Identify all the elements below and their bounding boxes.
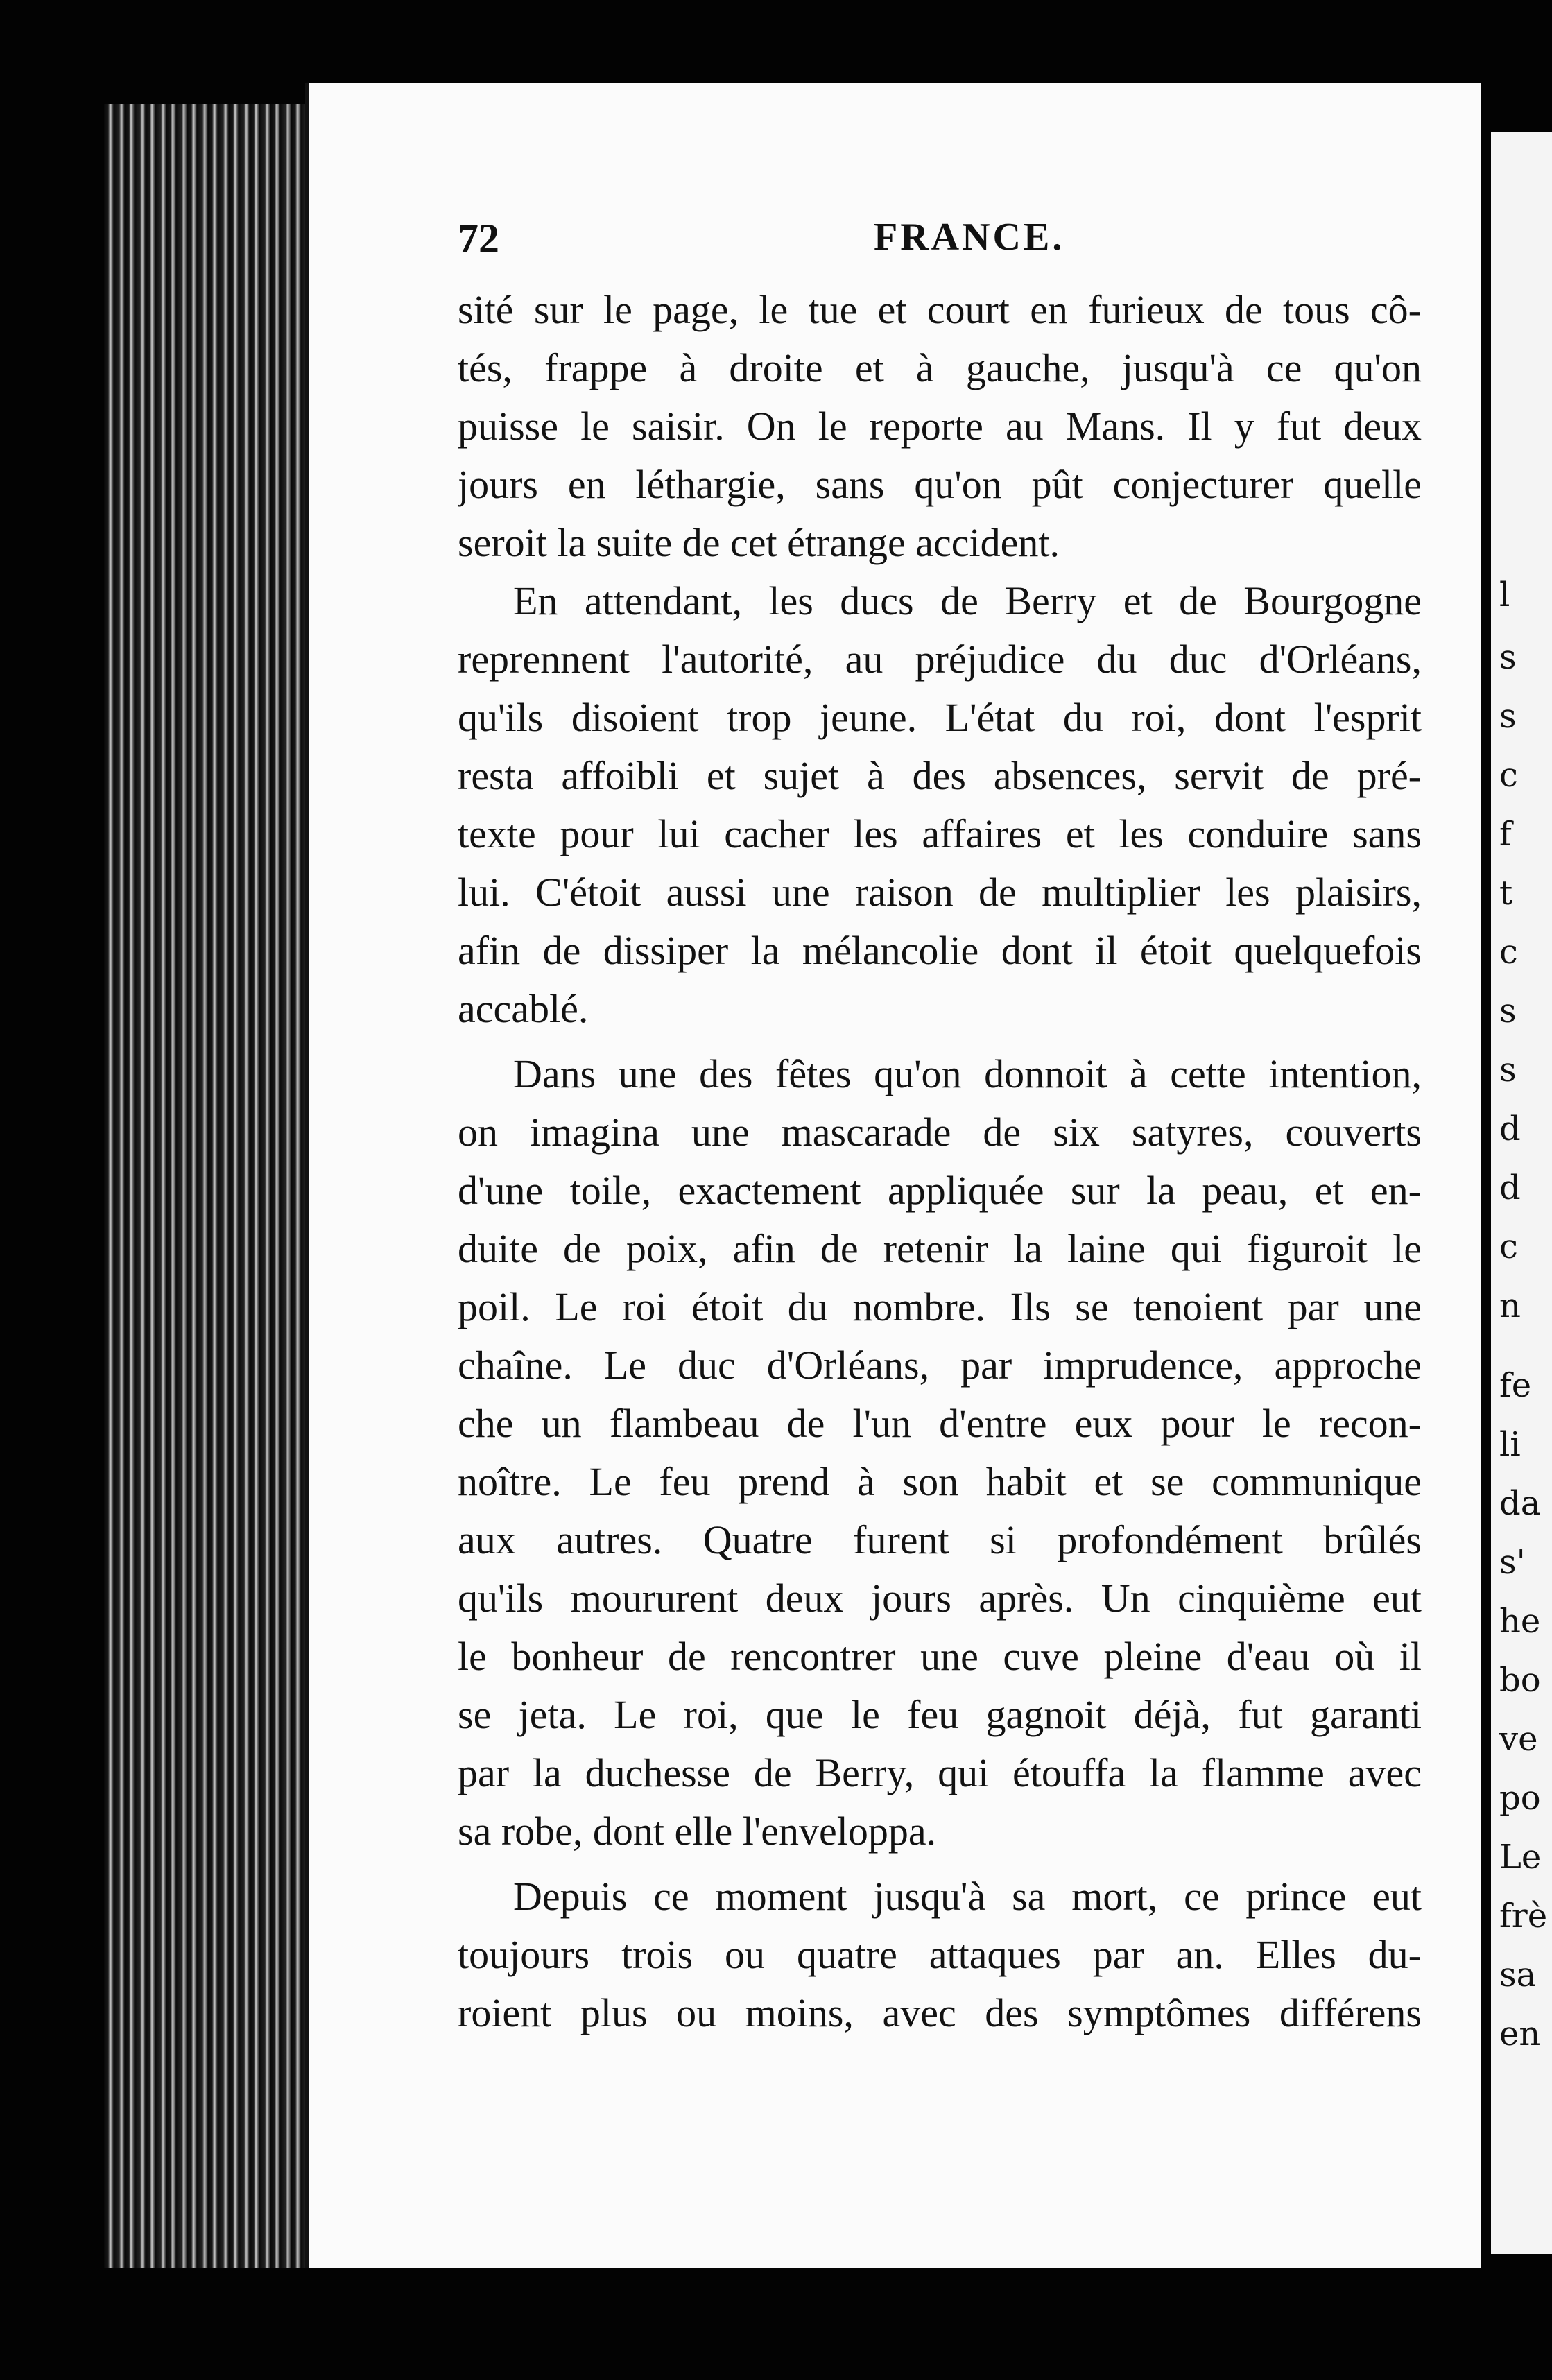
facing-fragment: d	[1499, 1169, 1521, 1207]
text-line: tés, frappe à droite et à gauche, jusqu'à ce qu'on	[458, 345, 1422, 390]
facing-fragment: c	[1499, 933, 1518, 972]
facing-fragment: d	[1499, 1110, 1521, 1148]
text-line: se jeta. Le roi, que le feu gagnoit déjà, fut garanti	[458, 1692, 1422, 1737]
text-line: seroit la suite de cet étrange accident.	[458, 520, 1060, 565]
text-line: sité sur le page, le tue et court en furieux de tous cô-	[458, 287, 1422, 332]
text-line: aux autres. Quatre furent si profondément brûlés	[458, 1517, 1422, 1562]
facing-fragment: po	[1499, 1779, 1541, 1818]
facing-fragment: sa	[1499, 1956, 1537, 1994]
facing-fragment: n	[1499, 1286, 1521, 1325]
facing-fragment: en	[1499, 2015, 1541, 2053]
facing-fragment: s	[1499, 697, 1517, 736]
facing-fragment: da	[1499, 1484, 1541, 1523]
text-line: par la duchesse de Berry, qui étouffa la flamme avec	[458, 1750, 1422, 1795]
page-header	[458, 215, 1422, 270]
text-line: afin de dissiper la mélancolie dont il étoit quelquefois	[458, 928, 1422, 973]
text-line: roient plus ou moins, avec des symptômes différens	[458, 1990, 1422, 2035]
text-line: toujours trois ou quatre attaques par an. Elles du-	[458, 1932, 1422, 1977]
facing-fragment: l	[1499, 576, 1510, 614]
text-line: che un flambeau de l'un d'entre eux pour le recon-	[458, 1401, 1422, 1446]
page-number: 72	[458, 216, 499, 261]
running-head: FRANCE.	[874, 216, 1065, 259]
text-line: qu'ils disoient trop jeune. L'état du roi, dont l'esprit	[458, 695, 1422, 740]
facing-page-strip	[1491, 132, 1552, 2254]
text-line: sa robe, dont elle l'enveloppa.	[458, 1809, 937, 1854]
facing-fragment: frè	[1499, 1897, 1548, 1935]
text-line: le bonheur de rencontrer une cuve pleine d'eau où il	[458, 1634, 1422, 1679]
text-line: lui. C'étoit aussi une raison de multiplier les plaisirs,	[458, 870, 1422, 915]
text-line: reprennent l'autorité, au préjudice du duc d'Orléans,	[458, 637, 1422, 682]
text-line: texte pour lui cacher les affaires et les conduire sans	[458, 811, 1422, 856]
text-line: En attendant, les ducs de Berry et de Bourgogne	[513, 578, 1422, 623]
facing-fragment: Le	[1499, 1838, 1542, 1877]
text-line: poil. Le roi étoit du nombre. Ils se tenoient par une	[458, 1284, 1422, 1329]
text-line: duite de poix, afin de retenir la laine qui figuroit le	[458, 1226, 1422, 1271]
text-line: resta affoibli et sujet à des absences, servit de pré-	[458, 753, 1422, 798]
facing-fragment: c	[1499, 756, 1518, 795]
text-line: noître. Le feu prend à son habit et se communique	[458, 1459, 1422, 1504]
facing-fragment: fe	[1499, 1366, 1532, 1405]
text-line: on imagina une mascarade de six satyres, couverts	[458, 1110, 1422, 1155]
text-line: accablé.	[458, 986, 589, 1031]
facing-fragment: bo	[1499, 1661, 1541, 1700]
text-line: chaîne. Le duc d'Orléans, par imprudence, approche	[458, 1343, 1422, 1388]
facing-fragment: he	[1499, 1602, 1541, 1641]
facing-fragment: s	[1499, 1051, 1517, 1089]
page-body	[458, 281, 1422, 2042]
facing-fragment: f	[1499, 815, 1512, 854]
facing-fragment: t	[1499, 874, 1513, 913]
text-line: puisse le saisir. On le reporte au Mans. Il y fut deux	[458, 404, 1422, 449]
facing-fragment: ve	[1499, 1720, 1538, 1759]
facing-fragment: s	[1499, 638, 1517, 677]
text-line: d'une toile, exactement appliquée sur la peau, et en-	[458, 1168, 1422, 1213]
facing-fragment: li	[1499, 1425, 1521, 1464]
facing-fragment: s	[1499, 992, 1517, 1031]
facing-fragment: s'	[1499, 1543, 1526, 1582]
text-line: Depuis ce moment jusqu'à sa mort, ce prince eut	[513, 1874, 1422, 1919]
text-line: jours en léthargie, sans qu'on pût conjecturer quelle	[458, 462, 1422, 507]
text-line: qu'ils moururent deux jours après. Un cinquième eut	[458, 1576, 1422, 1621]
facing-fragment: c	[1499, 1227, 1518, 1266]
text-line: Dans une des fêtes qu'on donnoit à cette intention,	[513, 1051, 1422, 1096]
page-edges	[104, 104, 312, 2268]
